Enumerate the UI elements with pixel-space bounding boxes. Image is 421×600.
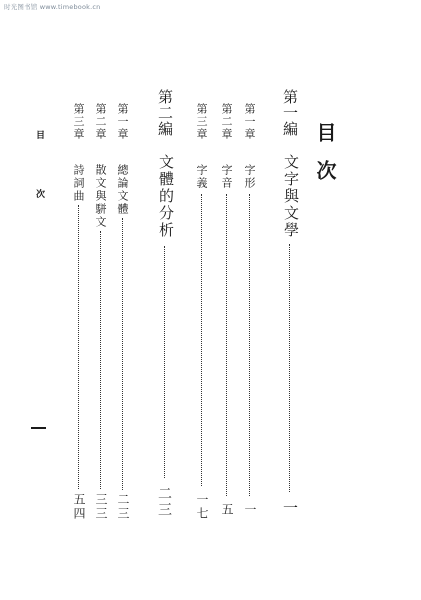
toc-heading: 目次 (313, 122, 337, 198)
chapter-1-3-page: 一七 (195, 493, 209, 521)
chapter-1-3-title: 字義 (195, 164, 208, 190)
chapter-2-1-label: 第一章 (116, 103, 129, 141)
part-2-title: 文體的分析 (157, 154, 175, 239)
chapter-1-2-leader (226, 194, 227, 496)
part-2-page: 二三 (156, 486, 172, 518)
chapter-1-1-title: 字形 (243, 164, 256, 190)
part-1-page: 一 (281, 500, 299, 515)
chapter-1-1-leader (249, 194, 250, 496)
part-1-leader (289, 244, 290, 492)
chapter-1-3-label: 第三章 (195, 103, 208, 141)
chapter-1-1-label: 第一章 (243, 103, 256, 141)
chapter-1-2-title: 字音 (220, 164, 233, 190)
chapter-2-3-title: 詩詞曲 (72, 164, 85, 203)
part-2-label: 第二編 (156, 89, 174, 137)
part-1-label: 第一編 (281, 89, 299, 137)
chapter-2-2-title: 散文與駢文 (94, 164, 107, 229)
folio-mark (31, 427, 46, 429)
chapter-2-1-page: 二三 (116, 493, 130, 521)
part-2-leader (164, 246, 165, 478)
chapter-2-3-label: 第三章 (72, 103, 85, 141)
chapter-1-3-leader (201, 194, 202, 486)
running-head: 目次 (34, 130, 44, 248)
chapter-2-3-page: 五四 (72, 493, 86, 521)
chapter-2-2-page: 三三 (94, 493, 108, 521)
part-1-title: 文字與文學 (282, 154, 300, 239)
chapter-1-2-page: 五 (220, 503, 234, 515)
chapter-2-2-label: 第二章 (94, 103, 107, 141)
chapter-2-2-leader (100, 231, 101, 489)
chapter-2-1-title: 總論文體 (116, 164, 129, 216)
chapter-2-1-leader (122, 218, 123, 490)
chapter-1-2-label: 第二章 (220, 103, 233, 141)
chapter-1-1-page: 一 (243, 503, 257, 515)
chapter-2-3-leader (78, 205, 79, 489)
watermark: 时光图书馆 www.timebook.cn (4, 3, 101, 11)
